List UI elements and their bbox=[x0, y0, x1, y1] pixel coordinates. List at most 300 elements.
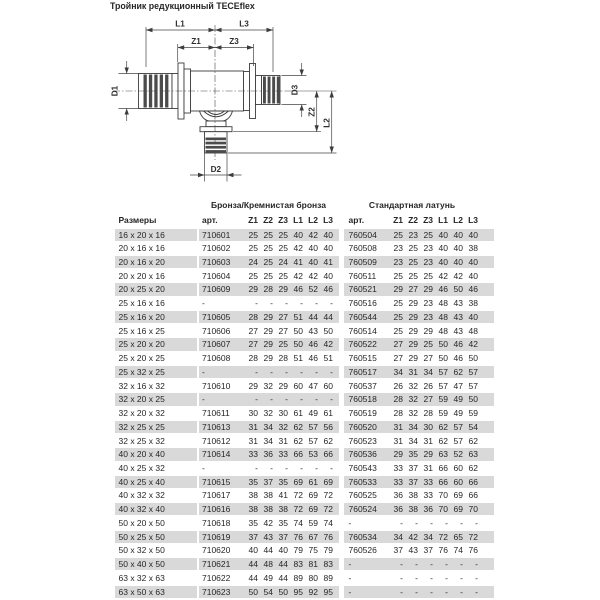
value-cell: 57 bbox=[308, 435, 318, 446]
art-cell: 710602 bbox=[202, 243, 231, 254]
dim-label-z1: Z1 bbox=[191, 37, 201, 46]
value-cell: 34 bbox=[408, 435, 418, 446]
value-cell: - bbox=[430, 517, 433, 528]
value-cell: 76 bbox=[323, 531, 333, 542]
art-cell: 710617 bbox=[202, 490, 231, 501]
value-cell: 76 bbox=[293, 531, 303, 542]
value-cell: 37 bbox=[263, 476, 273, 487]
value-cell: 25 bbox=[263, 256, 273, 267]
value-cell: 66 bbox=[468, 490, 478, 501]
art-cell: - bbox=[202, 394, 205, 405]
value-cell: 50 bbox=[438, 339, 448, 350]
dim-column-header: Z1 bbox=[393, 215, 403, 225]
value-cell: 29 bbox=[408, 298, 418, 309]
table-row bbox=[115, 544, 495, 556]
brass-cells bbox=[344, 242, 494, 254]
size-cell: 63 x 50 x 63 bbox=[115, 586, 197, 598]
art-cell: - bbox=[348, 572, 352, 583]
value-cell: 42 bbox=[293, 243, 303, 254]
value-cell: 38 bbox=[408, 490, 418, 501]
dim-column-header: L1 bbox=[438, 215, 448, 225]
value-cell: - bbox=[315, 298, 318, 309]
value-cell: 36 bbox=[393, 490, 403, 501]
value-cell: 32 bbox=[408, 394, 418, 405]
table-row bbox=[115, 283, 495, 295]
value-cell: 23 bbox=[393, 256, 403, 267]
brass-cells bbox=[344, 421, 494, 433]
size-cell: 32 x 20 x 25 bbox=[115, 393, 197, 405]
size-cell: 50 x 20 x 50 bbox=[118, 517, 165, 528]
value-cell: - bbox=[300, 298, 303, 309]
dim-column-header: L3 bbox=[323, 215, 333, 225]
value-cell: - bbox=[415, 572, 418, 583]
value-cell: - bbox=[315, 394, 318, 405]
brass-cells bbox=[344, 435, 494, 447]
value-cell: 40 bbox=[453, 256, 463, 267]
table-row bbox=[115, 421, 495, 433]
value-cell: 75 bbox=[308, 545, 318, 556]
value-cell: 46 bbox=[308, 353, 318, 364]
value-cell: 28 bbox=[248, 311, 258, 322]
value-cell: 69 bbox=[323, 476, 333, 487]
spec-table bbox=[115, 199, 495, 599]
art-cell: 760533 bbox=[348, 476, 377, 487]
art-column-header: арт. bbox=[202, 215, 218, 225]
value-cell: - bbox=[415, 586, 418, 597]
table-row bbox=[115, 325, 495, 337]
value-cell: 74 bbox=[323, 517, 333, 528]
value-cell: - bbox=[430, 559, 433, 570]
value-cell: 72 bbox=[293, 490, 303, 501]
art-cell: 710622 bbox=[202, 572, 231, 583]
value-cell: - bbox=[400, 572, 403, 583]
value-cell: 61 bbox=[323, 408, 333, 419]
value-cell: 34 bbox=[408, 421, 418, 432]
value-cell: 50 bbox=[468, 394, 478, 405]
art-cell: 710621 bbox=[202, 559, 231, 570]
size-cell: 20 x 20 x 16 bbox=[118, 270, 165, 281]
table-row bbox=[115, 380, 495, 392]
value-cell: 54 bbox=[468, 421, 478, 432]
art-cell: 760520 bbox=[348, 421, 377, 432]
value-cell: 27 bbox=[393, 353, 403, 364]
value-cell: 50 bbox=[468, 353, 478, 364]
value-cell: 51 bbox=[293, 311, 303, 322]
size-cell: 50 x 32 x 50 bbox=[118, 545, 165, 556]
value-cell: 72 bbox=[438, 531, 448, 542]
value-cell: 28 bbox=[393, 394, 403, 405]
column-header-row bbox=[115, 212, 495, 229]
value-cell: - bbox=[415, 517, 418, 528]
value-cell: 25 bbox=[248, 243, 258, 254]
value-cell: 60 bbox=[293, 380, 303, 391]
value-cell: 43 bbox=[453, 325, 463, 336]
brass-col-headers bbox=[344, 212, 494, 229]
value-cell: 41 bbox=[323, 256, 333, 267]
value-cell: 29 bbox=[263, 339, 273, 350]
value-cell: 42 bbox=[408, 531, 418, 542]
table-row bbox=[115, 270, 495, 282]
art-cell: 760525 bbox=[348, 490, 377, 501]
value-cell: 28 bbox=[278, 353, 288, 364]
value-cell: 23 bbox=[393, 243, 403, 254]
value-cell: 57 bbox=[438, 380, 448, 391]
value-cell: 29 bbox=[263, 325, 273, 336]
value-cell: 61 bbox=[293, 408, 303, 419]
value-cell: 62 bbox=[468, 435, 478, 446]
value-cell: 49 bbox=[453, 394, 463, 405]
size-cell: 40 x 25 x 32 bbox=[118, 462, 165, 473]
value-cell: 89 bbox=[293, 572, 303, 583]
brass-cells bbox=[344, 489, 494, 501]
table-row bbox=[115, 503, 495, 515]
size-cell: 50 x 25 x 50 bbox=[115, 531, 197, 543]
value-cell: 24 bbox=[248, 256, 258, 267]
value-cell: 37 bbox=[248, 531, 258, 542]
value-cell: 57 bbox=[468, 380, 478, 391]
value-cell: 74 bbox=[453, 545, 463, 556]
value-cell: 56 bbox=[323, 421, 333, 432]
value-cell: 69 bbox=[453, 490, 463, 501]
value-cell: 29 bbox=[408, 339, 418, 350]
value-cell: 27 bbox=[423, 353, 433, 364]
value-cell: - bbox=[400, 586, 403, 597]
brass-cells bbox=[344, 544, 494, 556]
value-cell: 49 bbox=[263, 572, 273, 583]
bronze-cells bbox=[199, 366, 339, 378]
brass-cells bbox=[344, 531, 494, 543]
value-cell: 69 bbox=[293, 476, 303, 487]
value-cell: - bbox=[270, 394, 273, 405]
art-cell: 710609 bbox=[202, 284, 231, 295]
value-cell: 26 bbox=[393, 380, 403, 391]
bronze-cells bbox=[199, 242, 339, 254]
value-cell: 66 bbox=[438, 462, 448, 473]
value-cell: 25 bbox=[393, 298, 403, 309]
dim-column-header: Z1 bbox=[248, 215, 258, 225]
value-cell: 33 bbox=[248, 449, 258, 460]
value-cell: 30 bbox=[278, 408, 288, 419]
value-cell: 48 bbox=[438, 311, 448, 322]
brass-cells bbox=[344, 448, 494, 460]
value-cell: - bbox=[315, 366, 318, 377]
art-cell: 760524 bbox=[348, 504, 377, 515]
art-cell: 760522 bbox=[348, 339, 377, 350]
value-cell: 70 bbox=[438, 490, 448, 501]
size-cell: 25 x 20 x 25 bbox=[118, 353, 165, 364]
value-cell: 38 bbox=[263, 504, 273, 515]
value-cell: 33 bbox=[423, 476, 433, 487]
value-cell: 31 bbox=[423, 462, 433, 473]
value-cell: 28 bbox=[248, 353, 258, 364]
art-cell: 760511 bbox=[348, 270, 377, 281]
bronze-cells bbox=[199, 448, 339, 460]
value-cell: - bbox=[460, 517, 463, 528]
value-cell: 59 bbox=[468, 408, 478, 419]
value-cell: - bbox=[300, 366, 303, 377]
brass-cells bbox=[344, 338, 494, 350]
art-cell: 760518 bbox=[348, 394, 377, 405]
value-cell: 34 bbox=[263, 421, 273, 432]
bronze-cells bbox=[199, 517, 339, 529]
size-cell: 25 x 20 x 20 bbox=[115, 338, 197, 350]
size-cell: 40 x 25 x 40 bbox=[115, 476, 197, 488]
brass-cells bbox=[344, 407, 494, 419]
value-cell: 27 bbox=[408, 284, 418, 295]
value-cell: 66 bbox=[293, 449, 303, 460]
bronze-cells bbox=[199, 435, 339, 447]
value-cell: - bbox=[285, 462, 288, 473]
art-cell: 710612 bbox=[202, 435, 231, 446]
brass-cells bbox=[344, 297, 494, 309]
value-cell: 25 bbox=[278, 270, 288, 281]
value-cell: 36 bbox=[393, 504, 403, 515]
bronze-cells bbox=[199, 421, 339, 433]
value-cell: 35 bbox=[248, 476, 258, 487]
brass-cells bbox=[344, 503, 494, 515]
bronze-cells bbox=[199, 270, 339, 282]
art-cell: - bbox=[348, 586, 352, 597]
art-cell: 710619 bbox=[202, 531, 231, 542]
value-cell: - bbox=[270, 298, 273, 309]
value-cell: - bbox=[330, 298, 333, 309]
bronze-cells bbox=[199, 544, 339, 556]
value-cell: 25 bbox=[393, 311, 403, 322]
table-row bbox=[115, 297, 495, 309]
value-cell: - bbox=[475, 572, 478, 583]
bronze-cells bbox=[199, 283, 339, 295]
value-cell: 35 bbox=[278, 517, 288, 528]
value-cell: 46 bbox=[293, 284, 303, 295]
value-cell: 48 bbox=[468, 325, 478, 336]
group-header-brass: Стандартная латунь bbox=[368, 200, 456, 210]
value-cell: 43 bbox=[453, 298, 463, 309]
value-cell: 57 bbox=[453, 421, 463, 432]
value-cell: 27 bbox=[278, 325, 288, 336]
tee-fitting-drawing bbox=[139, 63, 281, 153]
value-cell: 28 bbox=[423, 408, 433, 419]
value-cell: 80 bbox=[308, 572, 318, 583]
value-cell: - bbox=[255, 462, 258, 473]
size-cell: 40 x 32 x 40 bbox=[115, 503, 197, 515]
value-cell: 29 bbox=[278, 380, 288, 391]
value-cell: 40 bbox=[438, 243, 448, 254]
dim-column-header: L1 bbox=[293, 215, 303, 225]
value-cell: 32 bbox=[278, 421, 288, 432]
value-cell: 51 bbox=[293, 353, 303, 364]
art-cell: 760515 bbox=[348, 353, 377, 364]
value-cell: 34 bbox=[423, 531, 433, 542]
dim-column-header: L3 bbox=[468, 215, 478, 225]
value-cell: 62 bbox=[468, 462, 478, 473]
table-row bbox=[115, 393, 495, 405]
brass-cells bbox=[344, 517, 494, 529]
brass-cells bbox=[344, 380, 494, 392]
art-cell: 710610 bbox=[202, 380, 231, 391]
size-cell: 63 x 32 x 63 bbox=[118, 572, 165, 583]
value-cell: 23 bbox=[423, 311, 433, 322]
value-cell: 31 bbox=[393, 435, 403, 446]
value-cell: 33 bbox=[393, 476, 403, 487]
dim-column-header: L2 bbox=[308, 215, 318, 225]
value-cell: 42 bbox=[323, 339, 333, 350]
value-cell: 54 bbox=[263, 586, 273, 597]
value-cell: 40 bbox=[293, 229, 303, 240]
value-cell: - bbox=[315, 462, 318, 473]
value-cell: 53 bbox=[308, 449, 318, 460]
art-cell: 760534 bbox=[348, 531, 377, 542]
bronze-cells bbox=[199, 380, 339, 392]
value-cell: - bbox=[445, 586, 448, 597]
value-cell: 25 bbox=[248, 270, 258, 281]
value-cell: 40 bbox=[323, 243, 333, 254]
dim-column-header: Z3 bbox=[423, 215, 433, 225]
art-cell: 760544 bbox=[348, 311, 377, 322]
table-row bbox=[115, 476, 495, 488]
value-cell: 60 bbox=[453, 462, 463, 473]
value-cell: 43 bbox=[453, 311, 463, 322]
sizes-column-header: Размеры bbox=[118, 215, 157, 225]
dim-label-z3: Z3 bbox=[229, 37, 239, 46]
dim-label-l2: L2 bbox=[322, 118, 332, 128]
value-cell: 62 bbox=[293, 435, 303, 446]
art-cell: 760519 bbox=[348, 408, 377, 419]
value-cell: 23 bbox=[423, 256, 433, 267]
bronze-cells bbox=[199, 476, 339, 488]
value-cell: 74 bbox=[293, 517, 303, 528]
value-cell: - bbox=[475, 517, 478, 528]
value-cell: - bbox=[475, 586, 478, 597]
value-cell: 46 bbox=[468, 284, 478, 295]
value-cell: 37 bbox=[278, 531, 288, 542]
value-cell: 32 bbox=[263, 408, 273, 419]
value-cell: - bbox=[330, 394, 333, 405]
bronze-cells bbox=[199, 256, 339, 268]
table-row bbox=[115, 558, 495, 570]
value-cell: - bbox=[430, 586, 433, 597]
value-cell: 25 bbox=[393, 325, 403, 336]
value-cell: 31 bbox=[423, 435, 433, 446]
value-cell: 61 bbox=[308, 476, 318, 487]
dim-label-d1: D1 bbox=[110, 85, 120, 97]
value-cell: 40 bbox=[468, 270, 478, 281]
value-cell: - bbox=[270, 366, 273, 377]
value-cell: - bbox=[460, 586, 463, 597]
value-cell: 63 bbox=[438, 449, 448, 460]
value-cell: 95 bbox=[293, 586, 303, 597]
value-cell: 29 bbox=[248, 284, 258, 295]
value-cell: 44 bbox=[308, 311, 318, 322]
table-row bbox=[115, 256, 495, 268]
value-cell: - bbox=[285, 394, 288, 405]
art-cell: - bbox=[348, 559, 352, 570]
value-cell: 35 bbox=[408, 449, 418, 460]
value-cell: 50 bbox=[293, 325, 303, 336]
size-cell: 32 x 25 x 32 bbox=[118, 435, 165, 446]
size-cell: 16 x 20 x 16 bbox=[115, 229, 197, 241]
value-cell: 42 bbox=[453, 270, 463, 281]
value-cell: 25 bbox=[408, 270, 418, 281]
value-cell: 34 bbox=[263, 435, 273, 446]
value-cell: 29 bbox=[278, 284, 288, 295]
value-cell: 33 bbox=[393, 462, 403, 473]
value-cell: 41 bbox=[278, 490, 288, 501]
size-cell: 25 x 32 x 25 bbox=[115, 366, 197, 378]
value-cell: 31 bbox=[408, 366, 418, 377]
size-cell: 20 x 16 x 16 bbox=[118, 243, 165, 254]
value-cell: 40 bbox=[248, 545, 258, 556]
art-column-header: арт. bbox=[348, 215, 365, 225]
value-cell: 47 bbox=[453, 380, 463, 391]
brass-cells bbox=[344, 283, 494, 295]
art-cell: 710606 bbox=[202, 325, 231, 336]
bronze-cells bbox=[199, 352, 339, 364]
value-cell: 29 bbox=[408, 353, 418, 364]
dim-label-d2: D2 bbox=[210, 165, 222, 174]
brass-cells bbox=[344, 572, 494, 584]
value-cell: 37 bbox=[408, 476, 418, 487]
page-title: Тройник редукционный TECEflex bbox=[110, 1, 255, 11]
value-cell: - bbox=[400, 517, 403, 528]
value-cell: 62 bbox=[293, 421, 303, 432]
value-cell: 27 bbox=[278, 311, 288, 322]
value-cell: 62 bbox=[453, 366, 463, 377]
art-cell: - bbox=[202, 462, 205, 473]
value-cell: 25 bbox=[278, 339, 288, 350]
art-cell: 760517 bbox=[348, 366, 377, 377]
value-cell: 95 bbox=[323, 586, 333, 597]
value-cell: 25 bbox=[393, 229, 403, 240]
value-cell: 72 bbox=[468, 531, 478, 542]
value-cell: 27 bbox=[248, 325, 258, 336]
table-row bbox=[115, 352, 495, 364]
value-cell: 38 bbox=[408, 504, 418, 515]
table-row bbox=[115, 435, 495, 447]
value-cell: 57 bbox=[438, 366, 448, 377]
value-cell: - bbox=[400, 559, 403, 570]
brass-cells bbox=[344, 476, 494, 488]
value-cell: 66 bbox=[323, 449, 333, 460]
art-cell: 760504 bbox=[348, 229, 377, 240]
art-cell: 760537 bbox=[348, 380, 377, 391]
value-cell: 33 bbox=[423, 490, 433, 501]
value-cell: 34 bbox=[393, 366, 403, 377]
bronze-cells bbox=[199, 489, 339, 501]
bronze-cells bbox=[199, 572, 339, 584]
dim-label-z2: Z2 bbox=[307, 107, 317, 117]
art-cell: 760543 bbox=[348, 462, 377, 473]
bronze-cells bbox=[199, 586, 339, 598]
art-cell: 760508 bbox=[348, 243, 377, 254]
value-cell: 60 bbox=[453, 476, 463, 487]
art-cell: 710601 bbox=[202, 229, 231, 240]
dim-column-header: L2 bbox=[453, 215, 463, 225]
value-cell: 50 bbox=[438, 353, 448, 364]
value-cell: 33 bbox=[278, 449, 288, 460]
table-row bbox=[115, 311, 495, 323]
value-cell: 29 bbox=[423, 449, 433, 460]
value-cell: 25 bbox=[408, 256, 418, 267]
table-row bbox=[115, 407, 495, 419]
value-cell: 35 bbox=[248, 517, 258, 528]
brass-cells bbox=[344, 325, 494, 337]
value-cell: 42 bbox=[263, 517, 273, 528]
dim-column-header: Z3 bbox=[278, 215, 288, 225]
value-cell: 32 bbox=[408, 408, 418, 419]
bronze-cells bbox=[199, 393, 339, 405]
art-cell: 710608 bbox=[202, 353, 231, 364]
table-row bbox=[115, 448, 495, 460]
